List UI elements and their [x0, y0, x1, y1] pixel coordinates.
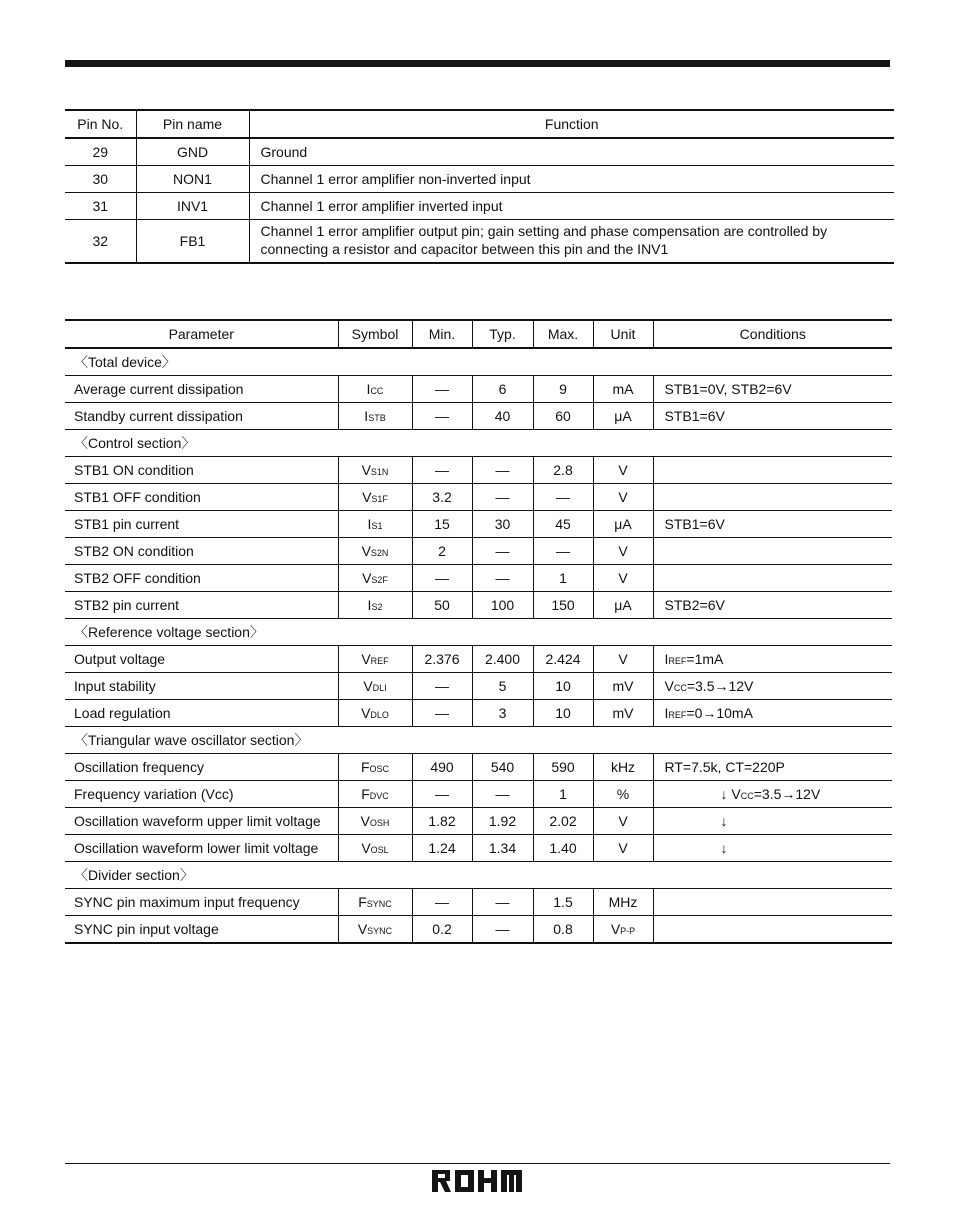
typ-cell: 6: [472, 376, 533, 403]
pin-no: 31: [65, 192, 136, 219]
symbol-cell: [338, 484, 412, 511]
table-row: [65, 808, 892, 835]
typ-cell: —: [472, 781, 533, 808]
symbol-sub: SYNC: [367, 926, 393, 936]
param-cell: STB1 OFF condition: [65, 484, 338, 511]
table-row: [65, 376, 892, 403]
symbol-main: V: [357, 921, 368, 937]
max-cell: 1: [533, 565, 593, 592]
cond-symbol-sub: REF: [668, 656, 687, 666]
param-cell: Output voltage: [65, 646, 338, 673]
pin-name: FB1: [136, 219, 249, 263]
pin-function: [249, 219, 894, 263]
condition-cell: [653, 673, 892, 700]
section-title: 〈Triangular wave oscillator section〉: [65, 727, 892, 754]
param-cell: Frequency variation (Vcc): [65, 781, 338, 808]
param-cell: STB2 pin current: [65, 592, 338, 619]
table-row: [65, 646, 892, 673]
symbol-sub: DLO: [370, 710, 389, 720]
symbol-cell: [338, 565, 412, 592]
down-arrow-icon: ↓: [720, 840, 728, 856]
min-cell: —: [412, 889, 472, 916]
symbol-cell: [338, 916, 412, 944]
section-title: 〈Control section〉: [65, 430, 892, 457]
condition-cell: STB1=6V: [653, 511, 892, 538]
symbol-sub: CC: [370, 386, 384, 396]
header-rule: [65, 60, 890, 67]
pin-function-line: connecting a resistor and capacitor between this pin and the INV1: [260, 241, 669, 258]
table-row: [65, 138, 894, 165]
max-cell: 150: [533, 592, 593, 619]
symbol-main: V: [361, 462, 371, 478]
cond-symbol: V: [664, 678, 674, 694]
unit-cell: μA: [593, 511, 653, 538]
symbol-cell: [338, 673, 412, 700]
condition-cell: [653, 835, 892, 862]
header-parameter: Parameter: [65, 320, 338, 348]
max-cell: 1.40: [533, 835, 593, 862]
symbol-main: V: [360, 813, 370, 829]
symbol-sub: SYNC: [366, 899, 392, 909]
symbol-main: I: [367, 597, 372, 613]
param-cell: STB1 pin current: [65, 511, 338, 538]
cond-rest: =3.5→12V: [686, 678, 754, 694]
min-cell: —: [412, 457, 472, 484]
symbol-sub: S2F: [371, 575, 388, 585]
min-cell: —: [412, 403, 472, 430]
symbol-sub: S1: [371, 521, 383, 531]
table-row: [65, 538, 892, 565]
pin-function: Ground: [249, 138, 894, 165]
param-cell: SYNC pin maximum input frequency: [65, 889, 338, 916]
unit-main: V: [610, 921, 621, 937]
typ-cell: 1.92: [472, 808, 533, 835]
symbol-sub: DVC: [369, 791, 389, 801]
unit-cell: kHz: [593, 754, 653, 781]
condition-cell: [653, 889, 892, 916]
unit-cell: mV: [593, 673, 653, 700]
symbol-main: V: [361, 651, 371, 667]
symbol-cell: [338, 511, 412, 538]
section-row: [65, 348, 892, 376]
min-cell: 3.2: [412, 484, 472, 511]
symbol-main: V: [362, 489, 372, 505]
max-cell: 2.8: [533, 457, 593, 484]
header-symbol: Symbol: [338, 320, 412, 348]
typ-cell: —: [472, 916, 533, 944]
down-arrow-icon: ↓: [720, 813, 728, 829]
max-cell: 10: [533, 673, 593, 700]
condition-cell: [653, 484, 892, 511]
table-row: [65, 916, 892, 944]
section-title: 〈Total device〉: [65, 348, 892, 376]
typ-cell: 1.34: [472, 835, 533, 862]
cond-rest: =1mA: [686, 651, 724, 667]
symbol-main: F: [361, 786, 370, 802]
max-cell: 590: [533, 754, 593, 781]
symbol-sub: OSL: [370, 845, 389, 855]
table-row: [65, 484, 892, 511]
typ-cell: —: [472, 457, 533, 484]
condition-cell: STB1=0V, STB2=6V: [653, 376, 892, 403]
symbol-cell: [338, 538, 412, 565]
param-cell: Input stability: [65, 673, 338, 700]
param-cell: STB1 ON condition: [65, 457, 338, 484]
condition-cell: STB1=6V: [653, 403, 892, 430]
typ-cell: —: [472, 484, 533, 511]
condition-cell: [653, 916, 892, 944]
typ-cell: 30: [472, 511, 533, 538]
max-cell: 9: [533, 376, 593, 403]
condition-cell: STB2=6V: [653, 592, 892, 619]
symbol-cell: [338, 781, 412, 808]
pin-description-table: [65, 109, 894, 264]
table-row: [65, 781, 892, 808]
param-cell: Oscillation waveform upper limit voltage: [65, 808, 338, 835]
unit-cell: MHz: [593, 889, 653, 916]
symbol-main: I: [367, 516, 372, 532]
symbol-main: V: [361, 840, 371, 856]
header-typ: Typ.: [472, 320, 533, 348]
cond-symbol-sub: CC: [673, 683, 687, 693]
table-row: [65, 403, 892, 430]
symbol-cell: [338, 376, 412, 403]
unit-cell: V: [593, 646, 653, 673]
table-row: [65, 754, 892, 781]
symbol-sub: STB: [368, 413, 386, 423]
table-row: [65, 165, 894, 192]
header-min: Min.: [412, 320, 472, 348]
unit-cell: V: [593, 457, 653, 484]
max-cell: 0.8: [533, 916, 593, 944]
symbol-cell: [338, 646, 412, 673]
rohm-logo: [431, 1169, 523, 1193]
typ-cell: 2.400: [472, 646, 533, 673]
typ-cell: 540: [472, 754, 533, 781]
table-header-row: [65, 320, 892, 348]
min-cell: 2: [412, 538, 472, 565]
max-cell: 45: [533, 511, 593, 538]
param-cell: STB2 OFF condition: [65, 565, 338, 592]
symbol-cell: [338, 889, 412, 916]
typ-cell: 100: [472, 592, 533, 619]
pin-no: 30: [65, 165, 136, 192]
symbol-main: F: [360, 759, 370, 775]
pin-function: Channel 1 error amplifier inverted input: [249, 192, 894, 219]
param-cell: STB2 ON condition: [65, 538, 338, 565]
typ-cell: —: [472, 565, 533, 592]
unit-cell: V: [593, 538, 653, 565]
param-cell: Average current dissipation: [65, 376, 338, 403]
min-cell: 50: [412, 592, 472, 619]
down-arrow-icon: ↓: [720, 786, 728, 802]
min-cell: —: [412, 781, 472, 808]
min-cell: —: [412, 673, 472, 700]
section-title: 〈Reference voltage section〉: [65, 619, 892, 646]
cond-symbol-sub: CC: [740, 791, 754, 801]
param-cell: Standby current dissipation: [65, 403, 338, 430]
pin-function-line: Channel 1 error amplifier output pin; gain setting and phase compensation are controlled by: [260, 223, 828, 240]
unit-cell: V: [593, 565, 653, 592]
table-row: [65, 192, 894, 219]
symbol-cell: [338, 403, 412, 430]
symbol-sub: S2N: [370, 548, 389, 558]
max-cell: 1: [533, 781, 593, 808]
condition-cell: [653, 565, 892, 592]
symbol-cell: [338, 754, 412, 781]
typ-cell: —: [472, 889, 533, 916]
section-row: [65, 430, 892, 457]
symbol-cell: [338, 592, 412, 619]
typ-cell: 40: [472, 403, 533, 430]
symbol-sub: OSH: [369, 818, 390, 828]
header-pin-name: Pin name: [136, 110, 249, 138]
cond-rest: =0→10mA: [686, 705, 753, 721]
condition-cell: [653, 646, 892, 673]
min-cell: —: [412, 700, 472, 727]
cond-symbol: V: [731, 786, 741, 802]
pin-function: Channel 1 error amplifier non-inverted input: [249, 165, 894, 192]
condition-cell: [653, 700, 892, 727]
symbol-main: V: [361, 543, 371, 559]
condition-cell: [653, 538, 892, 565]
min-cell: 0.2: [412, 916, 472, 944]
table-row: [65, 700, 892, 727]
pin-name: INV1: [136, 192, 249, 219]
section-row: [65, 727, 892, 754]
symbol-main: I: [366, 381, 371, 397]
unit-cell: %: [593, 781, 653, 808]
cond-rest: =3.5→12V: [753, 786, 821, 802]
header-function: Function: [249, 110, 894, 138]
symbol-sub: S1N: [370, 467, 389, 477]
condition-cell: RT=7.5k, CT=220P: [653, 754, 892, 781]
max-cell: 60: [533, 403, 593, 430]
unit-sub: P-P: [620, 926, 636, 936]
condition-cell: [653, 808, 892, 835]
table-row: [65, 219, 894, 263]
min-cell: 490: [412, 754, 472, 781]
table-row: [65, 592, 892, 619]
min-cell: 1.82: [412, 808, 472, 835]
symbol-main: V: [362, 570, 372, 586]
section-title: 〈Divider section〉: [65, 862, 892, 889]
table-row: [65, 511, 892, 538]
symbol-sub: REF: [370, 656, 389, 666]
symbol-main: I: [364, 408, 369, 424]
cond-symbol: I: [664, 651, 669, 667]
symbol-sub: DLI: [372, 683, 387, 693]
unit-cell: V: [593, 808, 653, 835]
symbol-main: V: [363, 678, 373, 694]
min-cell: 2.376: [412, 646, 472, 673]
max-cell: 2.02: [533, 808, 593, 835]
condition-cell: [653, 457, 892, 484]
header-max: Max.: [533, 320, 593, 348]
header-unit: Unit: [593, 320, 653, 348]
table-row: [65, 835, 892, 862]
pin-name: NON1: [136, 165, 249, 192]
symbol-main: F: [358, 894, 367, 910]
unit-cell: μA: [593, 592, 653, 619]
unit-cell: [593, 916, 653, 944]
min-cell: —: [412, 376, 472, 403]
symbol-sub: S2: [371, 602, 383, 612]
cond-symbol: I: [664, 705, 669, 721]
min-cell: 1.24: [412, 835, 472, 862]
unit-cell: μA: [593, 403, 653, 430]
header-pin-no: Pin No.: [65, 110, 136, 138]
param-cell: Oscillation frequency: [65, 754, 338, 781]
unit-cell: mV: [593, 700, 653, 727]
param-cell: SYNC pin input voltage: [74, 921, 219, 937]
symbol-cell: [338, 808, 412, 835]
max-cell: 10: [533, 700, 593, 727]
footer-rule: [65, 1163, 890, 1164]
table-header-row: [65, 110, 894, 138]
table-row: [65, 889, 892, 916]
max-cell: —: [533, 484, 593, 511]
pin-no: 29: [65, 138, 136, 165]
pin-no: 32: [92, 232, 109, 249]
symbol-main: V: [361, 705, 371, 721]
min-cell: —: [412, 565, 472, 592]
param-cell: Oscillation waveform lower limit voltage: [65, 835, 338, 862]
symbol-sub: OSC: [369, 764, 390, 774]
typ-cell: 3: [472, 700, 533, 727]
table-row: [65, 457, 892, 484]
min-cell: 15: [412, 511, 472, 538]
header-conditions: Conditions: [653, 320, 892, 348]
max-cell: 2.424: [533, 646, 593, 673]
typ-cell: —: [472, 538, 533, 565]
section-row: [65, 619, 892, 646]
section-row: [65, 862, 892, 889]
symbol-sub: S1F: [371, 494, 388, 504]
symbol-cell: [338, 457, 412, 484]
electrical-characteristics-table: [65, 319, 892, 944]
table-row: [65, 565, 892, 592]
condition-cell: [653, 781, 892, 808]
unit-cell: V: [593, 484, 653, 511]
pin-name: GND: [136, 138, 249, 165]
table-row: [65, 673, 892, 700]
unit-cell: mA: [593, 376, 653, 403]
unit-cell: V: [593, 835, 653, 862]
param-cell: Load regulation: [65, 700, 338, 727]
max-cell: 1.5: [533, 889, 593, 916]
symbol-cell: [338, 700, 412, 727]
symbol-cell: [338, 835, 412, 862]
cond-symbol-sub: REF: [668, 710, 687, 720]
max-cell: —: [533, 538, 593, 565]
typ-cell: 5: [472, 673, 533, 700]
